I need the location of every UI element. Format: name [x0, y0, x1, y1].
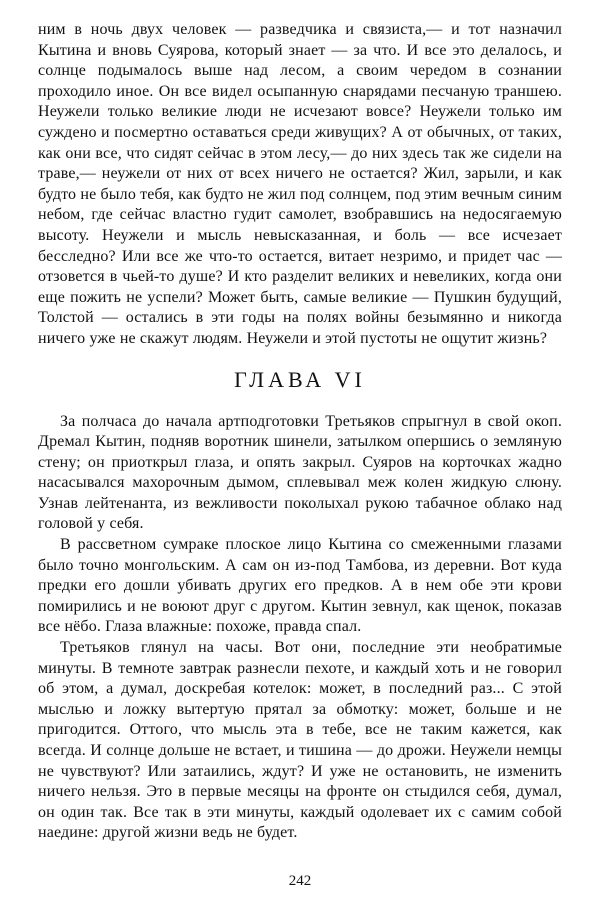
page-number: 242	[288, 873, 312, 889]
chapter-title: ГЛАВА VI	[234, 366, 366, 392]
paragraph: В рассветном сумраке плоское лицо Кытина со смеженными глазами было точно монгольским. А сам он из-под Тамбова, из деревни. Вот куда предки его дошли убивать других его предков. А в нем обе эти крови помирились и не воюют друг с другом. Кытин зевнул, как щенок, показав все нёбо. Глаза влажные: похоже, правда спал.	[38, 536, 562, 636]
book-page	[38, 20, 562, 844]
paragraph: Третьяков глянул на часы. Вот они, последние эти необратимые минуты. В темноте завтрак разнесли пехоте, и каждый хоть и не говорил об этом, а думал, доскребая котелок: может, в последний раз... С этой мыслью и ложку вытертую прятал за обмотку: может, больше и не пригодится. Оттого, что мысль эта в тебе, все не таким кажется, как всегда. И солнце дольше не встает, и тишина — до дрожи. Неужели немцы не чувствуют? Или затаились, ждут? И уже не остановить, не изменить ничего нельзя. Это в первые месяцы на фронте он стыдился себя, думал, он один так. Все так в эти минуты, каждый одолевает их с самим собой наедине: другой жизни ведь не будет.	[38, 639, 562, 842]
paragraph: За полчаса до начала артподготовки Третьяков спрыгнул в свой окоп. Дремал Кытин, подняв воротник шинели, затылком опершись о земляную стену; он приоткрыл глаза, и опять закрыл. Суяров на корточках жадно насасывался махорочным дымом, сплевывал меж колен жидкую слюну. Узнав лейтенанта, из вежливости поколыхал рукою табачное облако над головой у себя.	[38, 412, 562, 533]
opening-paragraph: ним в ночь двух человек — разведчика и связиста,— и тот назначил Кытина и вновь Суярова, который знает — за что. И все это делалось, и солнце подымалось выше над лесом, а своим чередом в сознании проходило иное. Он все видел осыпанную снарядами песчаную траншею. Неужели только великие люди не исчезают вовсе? Неужели только им суждено и посмертно оставаться среди живущих? А от обычных, от таких, как они все, что сидят сейчас в этом лесу,— до них здесь так же сидели на траве,— неужели от них от всех ничего не остается? Жил, зарыли, и как будто не было тебя, как будто не жил под солнцем, под этим вечным синим небом, где сейчас властно гудит самолет, взобравшись на недосягаемую высоту. Неужели и мысль невысказанная, и боль — все исчезает бесследно? Или все же что-то остается, витает незримо, и придет час — отзовется в чьей-то душе? И кто разделит великих и невеликих, когда они еще пожить не успели? Может быть, самые великие — Пушкин будущий, Толстой — остались в эти годы на полях войны безымянно и никогда ничего уже не скажут людям. Неужели и этой пустоты не ощутит жизнь?	[38, 21, 562, 347]
